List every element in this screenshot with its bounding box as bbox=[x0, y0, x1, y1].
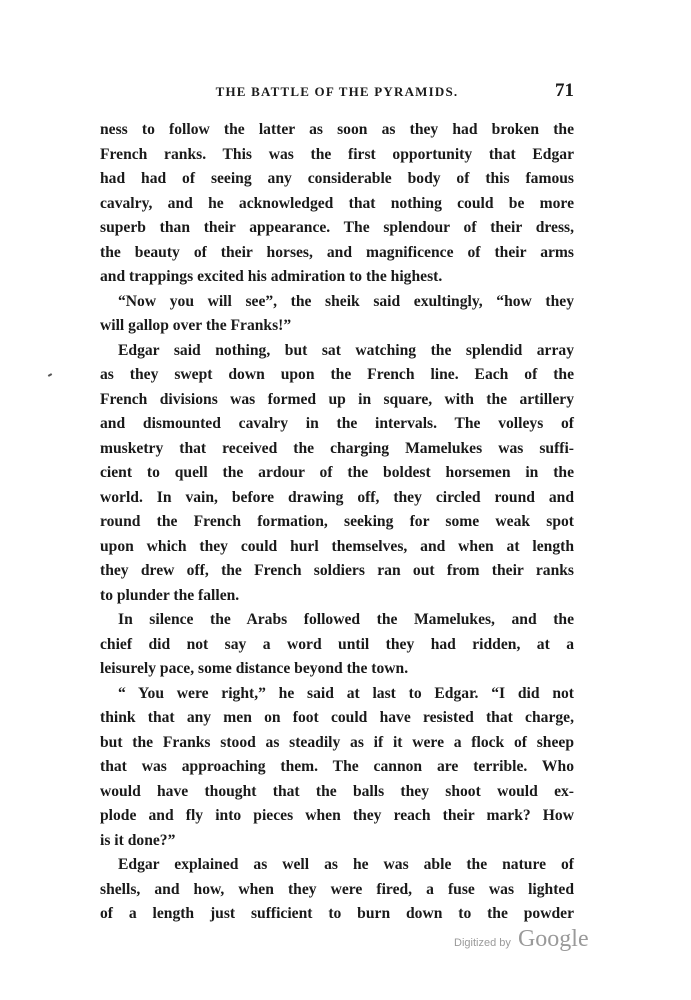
text-line: French divisions was formed up in square, with the artillery bbox=[100, 390, 574, 408]
text-line: world. In vain, before drawing off, they circled round and bbox=[100, 488, 574, 506]
running-head bbox=[100, 80, 574, 106]
page-number: 71 bbox=[555, 80, 574, 101]
text-line: the beauty of their horses, and magnificence of their arms bbox=[100, 243, 574, 261]
digitized-watermark bbox=[454, 926, 589, 953]
text-line: musketry that received the charging Mamelukes was suffi- bbox=[100, 439, 574, 457]
text-line: “Now you will see”, the sheik said exultingly, “how they bbox=[118, 292, 574, 310]
text-line: and dismounted cavalry in the intervals. The volleys of bbox=[100, 415, 574, 432]
running-title: THE BATTLE OF THE PYRAMIDS. bbox=[215, 84, 459, 99]
text-line: French ranks. This was the first opportunity that Edgar bbox=[100, 145, 574, 163]
body-text bbox=[100, 118, 574, 927]
text-line: cavalry, and he acknowledged that nothing could be more bbox=[100, 194, 574, 212]
text-line: Edgar explained as well as he was able the nature of bbox=[118, 856, 574, 873]
margin-speck bbox=[48, 373, 52, 377]
text-line: shells, and how, when they were fired, a fuse was lighted bbox=[100, 880, 574, 898]
text-line: that was approaching them. The cannon are terrible. Who bbox=[100, 758, 574, 775]
text-line: to plunder the fallen. bbox=[100, 586, 240, 604]
text-line: will gallop over the Franks!” bbox=[100, 317, 292, 334]
text-line: would have thought that the balls they shoot would ex- bbox=[100, 782, 574, 800]
text-line: chief did not say a word until they had ridden, at a bbox=[100, 635, 574, 653]
text-line: had had of seeing any considerable body of this famous bbox=[100, 170, 574, 187]
text-line: Edgar said nothing, but sat watching the splendid array bbox=[118, 341, 574, 359]
text-line: upon which they could hurl themselves, and when at length bbox=[100, 537, 574, 555]
text-line: as they swept down upon the French line. Each of the bbox=[100, 366, 574, 383]
text-line: cient to quell the ardour of the boldest horsemen in the bbox=[100, 464, 574, 481]
text-line: plode and fly into pieces when they reach their mark? How bbox=[100, 807, 574, 824]
text-line: In silence the Arabs followed the Mamelukes, and the bbox=[118, 611, 574, 628]
text-line: “ You were right,” he said at last to Edgar. “I did not bbox=[118, 684, 574, 702]
text-line: leisurely pace, some distance beyond the town. bbox=[100, 660, 409, 677]
watermark-brand: Google bbox=[517, 926, 589, 952]
text-line: but the Franks stood as steadily as if it were a flock of sheep bbox=[100, 733, 574, 751]
text-line: ness to follow the latter as soon as they had broken the bbox=[100, 121, 574, 138]
watermark-prefix: Digitized by bbox=[454, 937, 511, 949]
text-line: of a length just sufficient to burn down to the powder bbox=[100, 905, 574, 922]
text-line: is it done?” bbox=[100, 831, 176, 849]
text-line: round the French formation, seeking for some weak spot bbox=[100, 513, 574, 530]
text-line: and trappings excited his admiration to the highest. bbox=[100, 268, 443, 285]
text-line: superb than their appearance. The splendour of their dress, bbox=[100, 219, 574, 236]
text-line: they drew off, the French soldiers ran out from their ranks bbox=[100, 562, 574, 579]
text-line: think that any men on foot could have resisted that charge, bbox=[100, 709, 574, 726]
